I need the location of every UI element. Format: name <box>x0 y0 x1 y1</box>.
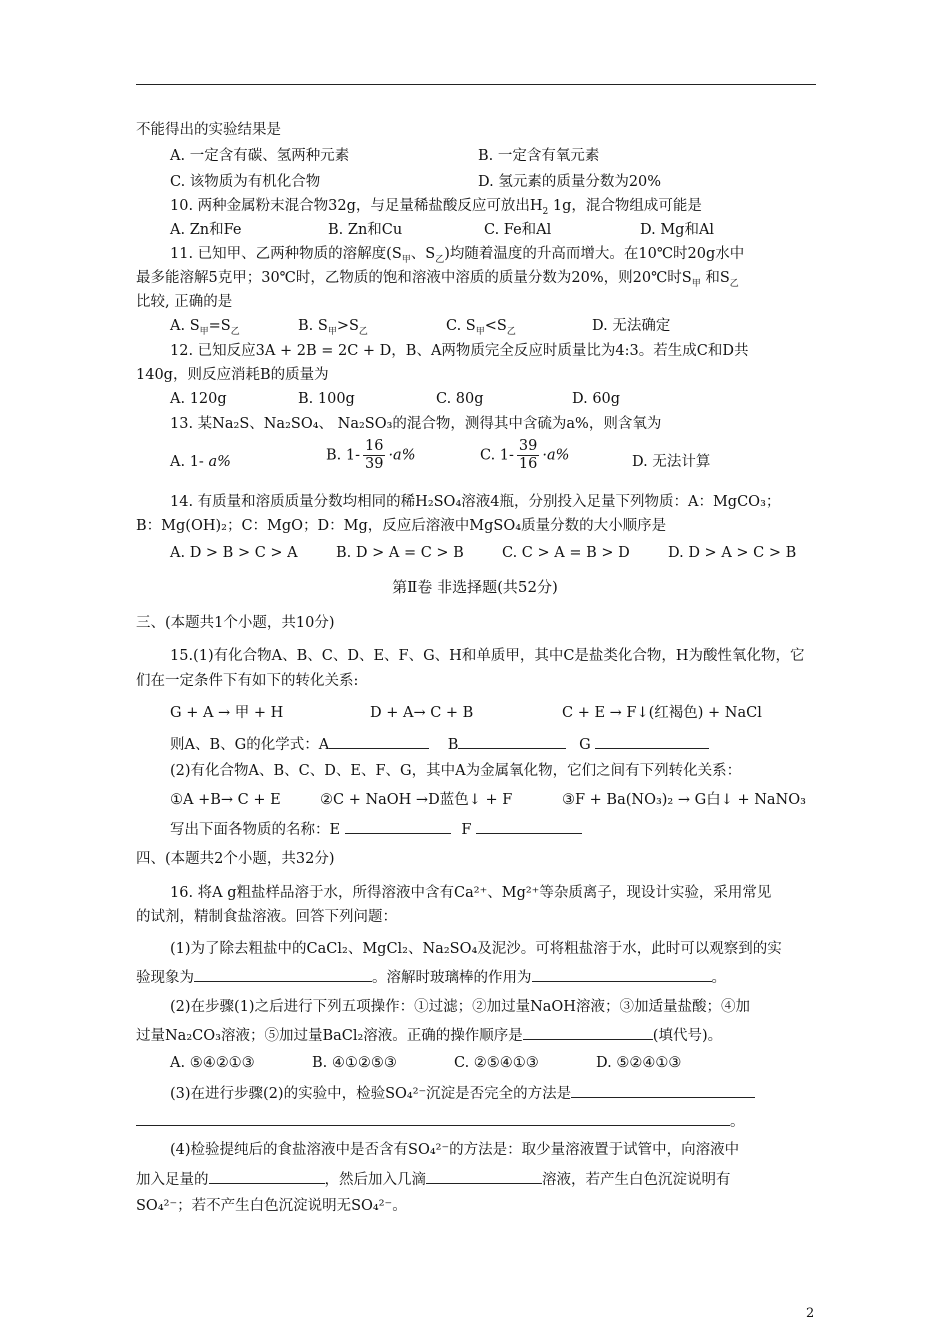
page-number: 2 <box>806 1306 815 1321</box>
q13-option-b: B. 1- $\frac{16}{39}$ ·a% <box>326 438 416 472</box>
q15-process-1: ①A +B→ C + E <box>170 792 281 808</box>
part2-title: 第Ⅱ卷 非选择题(共52分) <box>392 578 558 596</box>
q12-option-c: C. 80g <box>436 391 484 407</box>
q11-option-c: C. $S_甲<S_乙$ <box>446 318 516 337</box>
q15-line1: 15.(1)有化合物A、B、C、D、E、F、G、H和单质甲，其中C是盐类化合物，H为酸性氧化物，它 <box>170 648 805 664</box>
q16-step3-line1: (3)在进行步骤(2)的实验中，检验SO₄²⁻沉淀是否完全的方法是 <box>170 1082 755 1104</box>
answer-blank-b <box>458 733 566 749</box>
q10-option-c: C. Fe和Al <box>484 222 552 238</box>
q15-process-3: ③F + Ba(NO₃)₂ → G白↓ + NaNO₃ <box>562 792 806 808</box>
q9-option-c: C. 该物质为有机化合物 <box>170 174 321 190</box>
q14-option-c: C. C > A = B > D <box>502 545 630 561</box>
q15-ask2: 写出下面各物质的名称：E F <box>170 818 582 840</box>
q15-line2: 们在一定条件下有如下的转化关系: <box>136 673 359 689</box>
q16-option-b: B. ④①②⑤③ <box>312 1055 397 1071</box>
q15-process-2: ②C + NaOH →D蓝色↓ + F <box>320 792 513 808</box>
q9-option-d: D. 氢元素的质量分数为20% <box>478 174 662 190</box>
q9-continuation: 不能得出的实验结果是 <box>136 122 281 138</box>
q13-fraction-b: $\frac{16}{39}$ <box>365 438 384 472</box>
answer-blank-phenomenon <box>194 966 372 982</box>
q9-option-a: A. 一定含有碳、氢两种元素 <box>170 148 350 164</box>
answer-blank-g <box>595 733 709 749</box>
q16-line1: 16. 将A g粗盐样品溶于水，所得溶液中含有Ca²⁺、Mg²⁺等杂质离子，现设计实验，采用常见 <box>170 885 772 901</box>
q16-step1-line1: (1)为了除去粗盐中的CaCl₂、MgCl₂、Na₂SO₄及泥沙。可将粗盐溶于水，此时可以观察到的实 <box>170 941 782 957</box>
answer-blank-e <box>345 818 451 834</box>
header-rule <box>136 84 816 85</box>
q13-option-d: D. 无法计算 <box>632 454 711 470</box>
q14-option-d: D. D > A > C > B <box>668 545 797 561</box>
q16-step4-line1: (4)检验提纯后的食盐溶液中是否含有SO₄²⁻的方法是：取少量溶液置于试管中，向溶液中 <box>170 1142 740 1158</box>
q11-line2: 最多能溶解5克甲；30℃时，乙物质的饱和溶液中溶质的质量分数为20%，则20℃时$S_甲$ 和$S_乙$ <box>136 270 739 289</box>
q16-step1-line2: 验现象为 。溶解时玻璃棒的作用为 。 <box>136 966 726 988</box>
q15-reaction-2: D + A→ C + B <box>370 705 474 721</box>
q10-stem: 10. 两种金属粉末混合物32g，与足量稀盐酸反应可放出$H_2$ 1g，混合物组成可能是 <box>170 198 702 217</box>
q15-reaction-3: C + E → F↓(红褐色) + NaCl <box>562 705 762 721</box>
answer-blank-reagent-2 <box>426 1168 542 1184</box>
q15-reaction-1: G + A → 甲 + H <box>170 705 284 721</box>
q9-option-b: B. 一定含有氧元素 <box>478 148 600 164</box>
q16-line2: 的试剂，精制食盐溶液。回答下列问题： <box>136 909 397 925</box>
q12-option-b: B. 100g <box>298 391 355 407</box>
q13-stem: 13. 某Na₂S、Na₂SO₄、 Na₂SO₃的混合物，测得其中含硫为a%，则含氧为 <box>170 416 662 432</box>
q14-option-b: B. D > A = C > B <box>336 545 464 561</box>
q11-option-d: D. 无法确定 <box>592 318 671 334</box>
q11-option-a: A. $S_甲=S_乙$ <box>170 318 240 337</box>
q13-option-c: C. 1- $\frac{39}{16}$ ·a% <box>480 438 570 472</box>
answer-blank-reagent-1 <box>209 1168 325 1184</box>
q11-option-b: B. $S_甲>S_乙$ <box>298 318 368 337</box>
q16-option-a: A. ⑤④②①③ <box>170 1055 255 1071</box>
q13-option-a: A. 1- a% <box>170 454 231 470</box>
answer-blank-order <box>523 1024 653 1040</box>
q12-line2: 140g，则反应消耗B的质量为 <box>136 367 329 383</box>
q12-option-d: D. 60g <box>572 391 621 407</box>
q10-option-d: D. Mg和Al <box>640 222 715 238</box>
section4-heading: 四、(本题共2个小题，共32分) <box>136 851 335 867</box>
answer-blank-method-2 <box>136 1110 730 1126</box>
q16-option-c: C. ②⑤④①③ <box>454 1055 539 1071</box>
q16-option-d: D. ⑤②④①③ <box>596 1055 682 1071</box>
q11-line3: 比较, 正确的是 <box>136 294 233 310</box>
q14-option-a: A. D > B > C > A <box>170 545 298 561</box>
q10-option-a: A. Zn和Fe <box>170 222 242 238</box>
q16-step4-line2: 加入足量的 ，然后加入几滴 溶液，若产生白色沉淀说明有 <box>136 1168 731 1190</box>
section3-heading: 三、(本题共1个小题，共10分) <box>136 615 335 631</box>
answer-blank-rod-role <box>532 966 712 982</box>
answer-blank-a <box>329 733 429 749</box>
q10-option-b: B. Zn和Cu <box>328 222 403 238</box>
q16-step2-line1: (2)在步骤(1)之后进行下列五项操作：①过滤；②加过量NaOH溶液；③加适量盐酸；④加 <box>170 999 750 1015</box>
answer-blank-f <box>476 818 582 834</box>
q16-step3-line2: 。 <box>136 1110 745 1132</box>
answer-blank-method-1 <box>571 1082 755 1098</box>
q13-fraction-c: $\frac{39}{16}$ <box>518 438 538 472</box>
q16-step2-line2: 过量Na₂CO₃溶液；⑤加过量BaCl₂溶液。正确的操作顺序是 (填代号)。 <box>136 1024 722 1046</box>
q14-line1: 14. 有质量和溶质质量分数均相同的稀H₂SO₄溶液4瓶，分别投入足量下列物质：A：MgCO₃； <box>170 494 781 510</box>
q16-step4-line3: SO₄²⁻；若不产生白色沉淀说明无SO₄²⁻。 <box>136 1198 407 1214</box>
q11-line1: 11. 已知甲、乙两种物质的溶解度($S_甲$、$S_乙$)均随着温度的升高而增大。在10℃时20g水中 <box>170 246 745 265</box>
q12-option-a: A. 120g <box>170 391 227 407</box>
q15-part2: (2)有化合物A、B、C、D、E、F、G，其中A为金属氧化物，它们之间有下列转化关系： <box>170 763 742 779</box>
q14-line2: B：Mg(OH)₂；C：MgO；D：Mg，反应后溶液中MgSO₄质量分数的大小顺序是 <box>136 518 667 534</box>
q15-ask1: 则A、B、G的化学式：A B G <box>170 733 709 755</box>
q12-line1: 12. 已知反应3A + 2B = 2C + D，B、A两物质完全反应时质量比为4:3。若生成C和D共 <box>170 343 749 359</box>
